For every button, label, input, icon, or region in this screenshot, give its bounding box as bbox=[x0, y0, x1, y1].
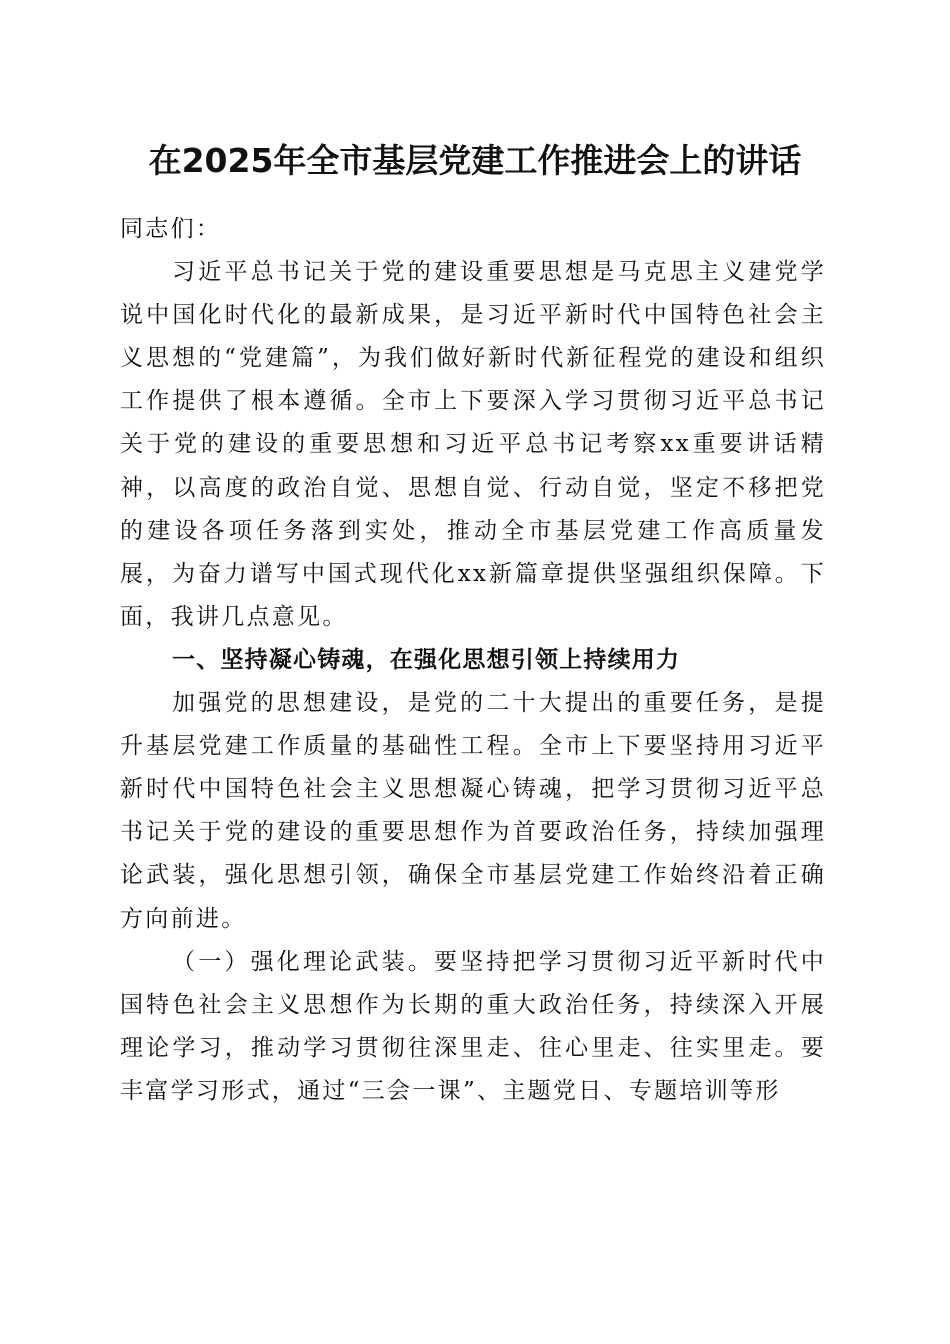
section-heading-1: 一、坚持凝心铸魂，在强化思想引领上持续用力 bbox=[172, 646, 681, 673]
subsection-1-label: （一）强化理论武装。 bbox=[172, 948, 434, 975]
subsection-1-text: 要坚持把学习贯彻习近平新时代中国特色社会主义思想作为长期的重大政治任务，持续深入开展理论学习，推动学习贯彻往深里走、往心里走、往实里走。要丰富学习形式，通过“三会一课”、主题党日、专题培训等形 bbox=[120, 948, 827, 1104]
salutation: 同志们： bbox=[120, 216, 222, 242]
document-body bbox=[120, 208, 826, 1113]
document-title: 在2025年全市基层党建工作推进会上的讲话 bbox=[148, 141, 802, 180]
section-1-paragraph: 加强党的思想建设，是党的二十大提出的重要任务，是提升基层党建工作质量的基础性工程。全市上下要坚持用习近平新时代中国特色社会主义思想凝心铸魂，把学习贯彻习近平总书记关于党的建设的重要思想作为首要政治任务，持续加强理论武装，强化思想引领，确保全市基层党建工作始终沿着正确方向前进。 bbox=[120, 690, 826, 932]
intro-paragraph: 习近平总书记关于党的建设重要思想是马克思主义建党学说中国化时代化的最新成果，是习近平新时代中国特色社会主义思想的“党建篇”，为我们做好新时代新征程党的建设和组织工作提供了根本遵循。全市上下要深入学习贯彻习近平总书记关于党的建设的重要思想和习近平总书记考察xx重要讲话精神，以高度的政治自觉、思想自觉、行动自觉，坚定不移把党的建设各项任务落到实处，推动全市基层党建工作高质量发展，为奋力谱写中国式现代化xx新篇章提供坚强组织保障。下面，我讲几点意见。 bbox=[120, 259, 826, 630]
subsection-1-paragraph bbox=[120, 941, 826, 1113]
